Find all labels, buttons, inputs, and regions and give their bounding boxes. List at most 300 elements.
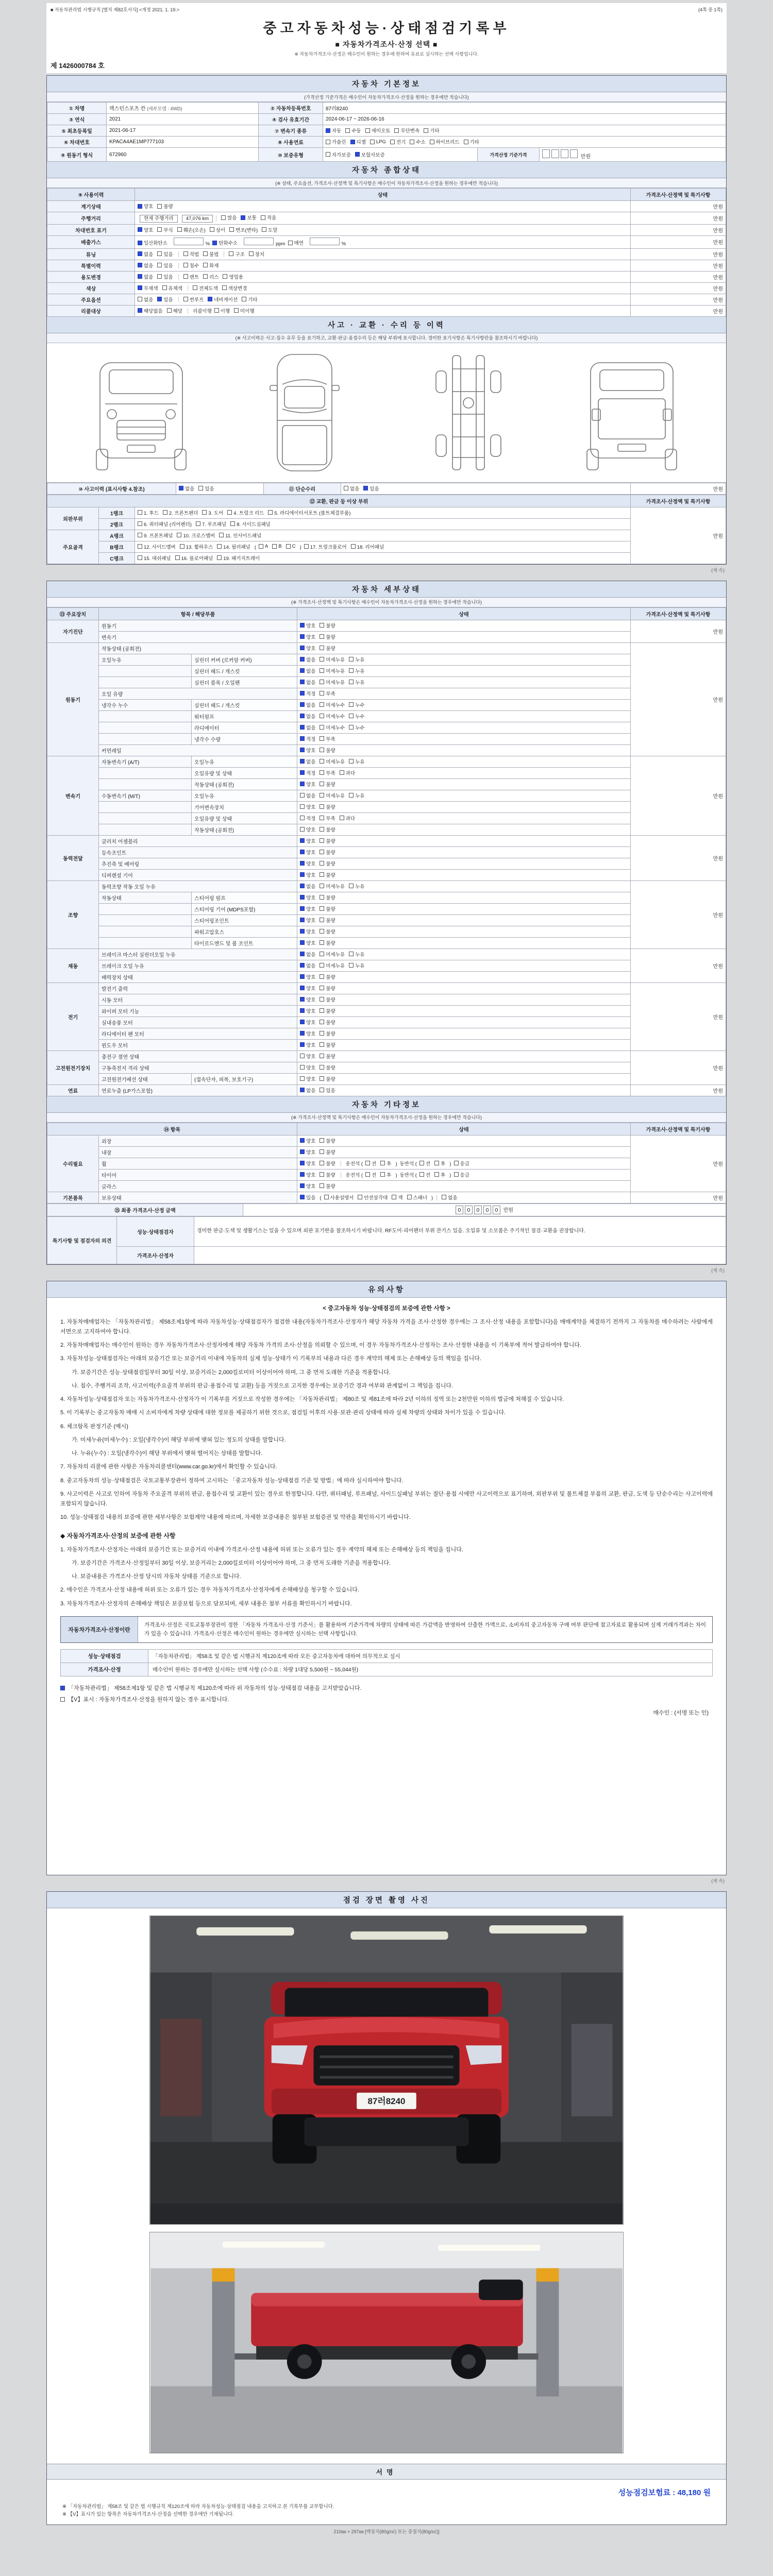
device-row xyxy=(47,824,726,835)
option xyxy=(242,296,257,303)
option-checkbox[interactable] xyxy=(175,555,180,560)
option-checkbox[interactable] xyxy=(434,1172,439,1177)
item-label xyxy=(99,903,192,914)
subitem-label: (접속단자, 피복, 보호기구) xyxy=(192,1073,297,1084)
option-checkbox[interactable] xyxy=(179,486,183,490)
option-checkbox[interactable] xyxy=(320,782,324,786)
remarks-appraiser-text xyxy=(194,1246,726,1264)
option-checkbox[interactable] xyxy=(430,140,434,144)
option-checkbox[interactable] xyxy=(320,929,324,934)
device-price: 만원 xyxy=(631,1135,726,1192)
option-checkbox[interactable] xyxy=(138,204,142,209)
item-label: 클러치 어셈블리 xyxy=(99,835,297,846)
option-checkbox[interactable] xyxy=(320,895,324,900)
subitem-label: 실린더 커버 (로커암 커버) xyxy=(192,654,297,665)
option-checkbox[interactable] xyxy=(138,555,142,560)
option-checkbox[interactable] xyxy=(229,251,233,256)
summary-row xyxy=(47,282,726,294)
option-checkbox[interactable] xyxy=(320,884,324,888)
option-checkbox[interactable] xyxy=(340,770,344,775)
option-text: 리콜이행 xyxy=(193,309,212,315)
option-checkbox[interactable] xyxy=(320,952,324,956)
option-checkbox[interactable] xyxy=(326,128,330,133)
option-checkbox[interactable] xyxy=(300,646,305,650)
option-checkbox[interactable] xyxy=(268,510,273,515)
option-checkbox[interactable] xyxy=(365,1161,370,1165)
section-photos-title: 점검 장면 촬영 사진 xyxy=(47,1892,726,1908)
acknowledgement-checkbox[interactable] xyxy=(60,1686,65,1690)
option-checkbox[interactable] xyxy=(320,657,324,662)
option-checkbox[interactable] xyxy=(300,884,305,888)
option-checkbox[interactable] xyxy=(300,929,305,934)
option-checkbox[interactable] xyxy=(380,1172,385,1177)
option-checkbox[interactable] xyxy=(320,918,324,922)
fee-row-value: 매수인이 원하는 경우에만 실시하는 선택 사항 (수수료 : 차량 1대당 5,500원 ~ 55,044원) xyxy=(148,1663,713,1676)
option-checkbox[interactable] xyxy=(349,952,354,956)
option-checkbox[interactable] xyxy=(320,963,324,968)
option-checkbox[interactable] xyxy=(138,533,142,537)
option-checkbox[interactable] xyxy=(157,251,162,256)
item-state xyxy=(297,892,631,903)
subitem-label: 타이로드엔드 및 볼 조인트 xyxy=(192,937,297,948)
option-checkbox[interactable] xyxy=(392,1195,396,1199)
option-checkbox[interactable] xyxy=(138,241,142,245)
option-checkbox[interactable] xyxy=(208,297,212,301)
option-checkbox[interactable] xyxy=(138,251,142,256)
option-label: 부족 xyxy=(326,736,335,742)
option-checkbox[interactable] xyxy=(138,263,142,267)
option-checkbox[interactable] xyxy=(326,140,330,144)
option-checkbox[interactable] xyxy=(288,241,293,245)
option xyxy=(351,543,384,550)
table-header-row xyxy=(47,495,726,507)
option-checkbox[interactable] xyxy=(320,623,324,628)
option-checkbox[interactable] xyxy=(300,850,305,854)
option-checkbox[interactable] xyxy=(349,668,354,673)
option-checkbox[interactable] xyxy=(300,963,305,968)
item-label: 추진축 및 베어링 xyxy=(99,858,297,869)
option-checkbox[interactable] xyxy=(300,1183,305,1188)
option-checkbox[interactable] xyxy=(454,1161,459,1165)
option-checkbox[interactable] xyxy=(300,725,305,730)
option-label: 미세누수 xyxy=(326,702,345,708)
option-checkbox[interactable] xyxy=(229,227,234,232)
option xyxy=(300,883,315,890)
option-checkbox[interactable] xyxy=(249,251,254,256)
item-label: 시동 모터 xyxy=(99,994,297,1005)
device-row xyxy=(47,994,726,1005)
option-checkbox[interactable] xyxy=(324,1195,329,1199)
option-checkbox[interactable] xyxy=(304,544,309,549)
option-checkbox[interactable] xyxy=(217,555,222,560)
option-checkbox[interactable] xyxy=(300,793,305,798)
option-checkbox[interactable] xyxy=(286,544,291,549)
option-checkbox[interactable] xyxy=(261,215,265,220)
value-box[interactable] xyxy=(174,238,204,245)
option-checkbox[interactable] xyxy=(300,997,305,1002)
option-checkbox[interactable] xyxy=(300,872,305,877)
option xyxy=(320,758,345,765)
price-digit-box[interactable]: 0 xyxy=(456,1206,463,1214)
option-checkbox[interactable] xyxy=(320,1088,324,1092)
option-checkbox[interactable] xyxy=(300,623,305,628)
option-checkbox[interactable] xyxy=(320,1172,324,1177)
option-checkbox[interactable] xyxy=(349,725,354,730)
option-checkbox[interactable] xyxy=(300,1054,305,1058)
option-checkbox[interactable] xyxy=(320,759,324,764)
option-checkbox[interactable] xyxy=(300,782,305,786)
value-box[interactable] xyxy=(310,238,340,245)
option-checkbox[interactable] xyxy=(157,297,162,301)
notice-item: 8. 중고자동차의 성능·상태점검은 국토교통부장관이 정하여 고시하는 「중고자동차 성능·상태점검 기준 및 방법」에 따라 실시하여야 합니다. xyxy=(60,1477,404,1484)
option-checkbox[interactable] xyxy=(300,1172,305,1177)
option xyxy=(138,250,153,258)
option-checkbox[interactable] xyxy=(320,850,324,854)
option-checkbox[interactable] xyxy=(138,308,142,313)
option-checkbox[interactable] xyxy=(183,297,188,301)
option-checkbox[interactable] xyxy=(242,297,246,301)
acknowledgement-line-2 xyxy=(60,1695,713,1703)
option xyxy=(157,296,173,303)
item-state xyxy=(297,937,631,948)
option-checkbox[interactable] xyxy=(320,1149,324,1154)
option-checkbox[interactable] xyxy=(464,140,468,144)
option-checkbox[interactable] xyxy=(300,1195,305,1199)
option-checkbox[interactable] xyxy=(320,827,324,832)
option-checkbox[interactable] xyxy=(349,714,354,718)
value-box[interactable] xyxy=(244,238,274,245)
item-state xyxy=(297,994,631,1005)
option-checkbox[interactable] xyxy=(227,510,232,515)
option-checkbox[interactable] xyxy=(320,1161,324,1165)
option-checkbox[interactable] xyxy=(259,544,263,549)
car-name-text: 렉스턴스포츠 칸 xyxy=(109,106,146,112)
option-checkbox[interactable] xyxy=(157,227,162,232)
option-checkbox[interactable] xyxy=(300,634,305,639)
option-checkbox[interactable] xyxy=(203,263,208,267)
option-checkbox[interactable] xyxy=(138,297,142,301)
option-checkbox[interactable] xyxy=(419,1161,424,1165)
option-checkbox[interactable] xyxy=(434,1161,439,1165)
option-checkbox[interactable] xyxy=(157,204,162,209)
option-checkbox[interactable] xyxy=(300,1138,305,1143)
option-checkbox[interactable] xyxy=(300,1031,305,1036)
item-state xyxy=(297,1169,631,1180)
option xyxy=(358,1194,388,1201)
option-checkbox[interactable] xyxy=(300,736,305,741)
option-checkbox[interactable] xyxy=(390,140,395,144)
option-checkbox[interactable] xyxy=(320,906,324,911)
option-checkbox[interactable] xyxy=(300,1088,305,1092)
option-checkbox[interactable] xyxy=(300,974,305,979)
option-checkbox[interactable] xyxy=(138,510,142,515)
option-label: 18. 리어패널 xyxy=(357,544,384,550)
option-checkbox[interactable] xyxy=(320,1138,324,1143)
option-checkbox[interactable] xyxy=(320,725,324,730)
price-digit-box[interactable]: 0 xyxy=(483,1206,491,1214)
option-checkbox[interactable] xyxy=(300,1149,305,1154)
option-checkbox[interactable] xyxy=(300,986,305,990)
option-checkbox[interactable] xyxy=(320,770,324,775)
option-checkbox[interactable] xyxy=(300,895,305,900)
option-label: 12. 사이드멤버 xyxy=(144,544,176,550)
summary-col-state: 상태 xyxy=(135,189,631,201)
option-checkbox[interactable] xyxy=(300,657,305,662)
option-checkbox[interactable] xyxy=(380,1161,385,1165)
option-checkbox[interactable] xyxy=(183,274,188,279)
price-digit-box[interactable] xyxy=(542,149,550,158)
option-checkbox[interactable] xyxy=(300,680,305,684)
option-checkbox[interactable] xyxy=(320,940,324,945)
option-checkbox[interactable] xyxy=(167,308,172,313)
option-checkbox[interactable] xyxy=(300,770,305,775)
option-checkbox[interactable] xyxy=(320,1076,324,1081)
option-checkbox[interactable] xyxy=(177,533,181,537)
section-other-note: (※ 가격조사·산정액 및 특기사항은 매수인이 자동차가격조사·산정을 원하는 경우에만 적습니다) xyxy=(47,1113,726,1123)
option-checkbox[interactable] xyxy=(349,793,354,798)
option-checkbox[interactable] xyxy=(221,215,226,220)
option-checkbox[interactable] xyxy=(320,1020,324,1024)
device-row xyxy=(47,982,726,994)
option-checkbox[interactable] xyxy=(320,714,324,718)
option-checkbox[interactable] xyxy=(320,1065,324,1070)
option-checkbox[interactable] xyxy=(344,486,348,490)
option-label: 누수 xyxy=(355,702,365,708)
option-checkbox[interactable] xyxy=(300,759,305,764)
option-checkbox[interactable] xyxy=(349,759,354,764)
option-checkbox[interactable] xyxy=(320,793,324,798)
option-checkbox[interactable] xyxy=(223,274,227,279)
document-header xyxy=(46,3,727,73)
option xyxy=(320,1148,335,1156)
remarks-appraiser-label: 가격조사·산정자 xyxy=(117,1246,194,1264)
option-checkbox[interactable] xyxy=(300,906,305,911)
price-digit-box[interactable] xyxy=(561,149,568,158)
option-checkbox[interactable] xyxy=(349,657,354,662)
option-checkbox[interactable] xyxy=(300,691,305,696)
detail-col-state: 상태 xyxy=(297,607,631,620)
option-checkbox[interactable] xyxy=(320,634,324,639)
option-checkbox[interactable] xyxy=(203,251,208,256)
option-checkbox[interactable] xyxy=(203,274,208,279)
option xyxy=(229,226,258,233)
appraisal-definition-text: 가격조사·산정은 국토교통부장관이 정한 「자동차 가격조사·산정 기준서」를 활용하여 기준가격에 차량의 상태에 따른 가감액을 반영하여 산출한 가액으로, 소비자의 중고자동차 구매 여부 판단에 참고자료로 활용되며 실제 거래가격과는 차이가 있을 수 있습니다. 가격조사·산정은 매수인이 원하는 경우에만 실시하는 선택 사항입니다. xyxy=(144,1621,706,1637)
option xyxy=(300,1194,315,1201)
option-checkbox[interactable] xyxy=(300,952,305,956)
option-checkbox[interactable] xyxy=(320,736,324,741)
table-row xyxy=(47,103,726,114)
option-checkbox[interactable] xyxy=(442,1195,446,1199)
device-row xyxy=(47,710,726,722)
device-row xyxy=(47,948,726,960)
option-checkbox[interactable] xyxy=(217,544,222,549)
option-checkbox[interactable] xyxy=(222,285,227,290)
option-checkbox[interactable] xyxy=(320,872,324,877)
option-checkbox[interactable] xyxy=(300,827,305,832)
option-checkbox[interactable] xyxy=(196,521,200,526)
option-label: 양호 xyxy=(306,1031,316,1037)
notice-item: 3. 자동차성능·상태점검자는 아래의 보증기간 또는 보증거리 이내에 자동차의 실제 성능·상태가 이 기록부의 내용과 다른 경우 계약의 해제 또는 손해배상 등의 책임을 집니다. xyxy=(60,1355,481,1362)
option-checkbox[interactable] xyxy=(300,838,305,843)
option-checkbox[interactable] xyxy=(350,140,355,144)
option-checkbox[interactable] xyxy=(320,702,324,707)
option-checkbox[interactable] xyxy=(320,816,324,820)
option-checkbox[interactable] xyxy=(138,227,142,232)
footer-notes xyxy=(47,2502,726,2524)
option-checkbox[interactable] xyxy=(363,486,368,490)
option-checkbox[interactable] xyxy=(300,940,305,945)
option-checkbox[interactable] xyxy=(320,691,324,696)
option-checkbox[interactable] xyxy=(355,152,360,157)
option-checkbox[interactable] xyxy=(320,986,324,990)
option-label: 19. 패키지트레이 xyxy=(223,555,260,562)
option-checkbox[interactable] xyxy=(454,1172,459,1177)
option-checkbox[interactable] xyxy=(365,128,370,133)
option-checkbox[interactable] xyxy=(410,140,414,144)
price-digit-box[interactable] xyxy=(551,149,559,158)
option-checkbox[interactable] xyxy=(320,974,324,979)
value-box[interactable]: 47,076 km xyxy=(182,215,213,223)
option-text: ) xyxy=(299,545,301,551)
option-checkbox[interactable] xyxy=(349,680,354,684)
option xyxy=(320,917,335,924)
option-label: 없음 xyxy=(306,668,316,674)
option-checkbox[interactable] xyxy=(234,308,239,313)
price-digit-box[interactable]: 0 xyxy=(465,1206,473,1214)
device-label: 동력전달 xyxy=(47,835,99,880)
option-text: % xyxy=(341,241,346,247)
option-checkbox[interactable] xyxy=(183,263,188,267)
option-checkbox[interactable] xyxy=(300,714,305,718)
fee-row-label: 성능·상태점검 xyxy=(61,1650,148,1663)
option-checkbox[interactable] xyxy=(340,816,344,820)
option-checkbox[interactable] xyxy=(349,702,354,707)
option-checkbox[interactable] xyxy=(320,1008,324,1013)
option-checkbox[interactable] xyxy=(300,1161,305,1165)
option-label: 양호 xyxy=(306,850,316,856)
option-checkbox[interactable] xyxy=(300,1076,305,1081)
option-checkbox[interactable] xyxy=(202,510,207,515)
option-checkbox[interactable] xyxy=(300,918,305,922)
option-checkbox[interactable] xyxy=(138,285,142,290)
option-checkbox[interactable] xyxy=(193,285,197,290)
option-checkbox[interactable] xyxy=(300,1065,305,1070)
option-checkbox[interactable] xyxy=(320,1031,324,1036)
option-label: 미세누유 xyxy=(326,668,345,674)
option-checkbox[interactable] xyxy=(157,274,162,279)
option-checkbox[interactable] xyxy=(272,544,277,549)
item-state xyxy=(297,1084,631,1096)
option-checkbox[interactable] xyxy=(219,533,224,537)
option-checkbox[interactable] xyxy=(300,1020,305,1024)
option-checkbox[interactable] xyxy=(210,227,214,232)
option-checkbox[interactable] xyxy=(300,668,305,673)
option-label: 전 xyxy=(425,1161,431,1167)
document-number: 제 1426000784 호 xyxy=(51,62,105,70)
option xyxy=(300,1075,315,1082)
option-checkbox[interactable] xyxy=(370,140,375,144)
option-checkbox[interactable] xyxy=(138,274,142,279)
option xyxy=(410,138,425,145)
decline-appraisal-checkbox[interactable] xyxy=(60,1697,65,1702)
option-checkbox[interactable] xyxy=(358,1195,362,1199)
option-checkbox[interactable] xyxy=(365,1172,370,1177)
option-checkbox[interactable] xyxy=(300,861,305,866)
subitem-label: 파워고압호스 xyxy=(192,926,297,937)
option-checkbox[interactable] xyxy=(300,804,305,809)
price-digit-box[interactable]: 0 xyxy=(474,1206,482,1214)
option-checkbox[interactable] xyxy=(214,308,219,313)
option-label: 부족 xyxy=(326,691,335,697)
option-checkbox[interactable] xyxy=(320,748,324,752)
option-label: 전체도색 xyxy=(199,285,218,292)
option xyxy=(217,554,260,562)
option-checkbox[interactable] xyxy=(326,152,330,157)
option-checkbox[interactable] xyxy=(177,227,182,232)
price-digit-box[interactable]: 0 xyxy=(493,1206,500,1214)
option-checkbox[interactable] xyxy=(320,646,324,650)
option-checkbox[interactable] xyxy=(212,241,217,245)
option-checkbox[interactable] xyxy=(351,544,356,549)
option-checkbox[interactable] xyxy=(320,861,324,866)
option-checkbox[interactable] xyxy=(183,251,188,256)
option-checkbox[interactable] xyxy=(320,1054,324,1058)
option-checkbox[interactable] xyxy=(198,486,203,490)
option-checkbox[interactable] xyxy=(138,521,142,526)
option-checkbox[interactable] xyxy=(320,838,324,843)
option-checkbox[interactable] xyxy=(320,680,324,684)
option-checkbox[interactable] xyxy=(407,1195,412,1199)
option-checkbox[interactable] xyxy=(349,963,354,968)
detail-col-device: ⑬ 주요장치 xyxy=(47,607,99,620)
option-checkbox[interactable] xyxy=(320,804,324,809)
option-checkbox[interactable] xyxy=(424,128,428,133)
option-checkbox[interactable] xyxy=(241,215,245,220)
option-label: 사용설명서 xyxy=(330,1195,354,1201)
option-checkbox[interactable] xyxy=(180,544,184,549)
option-checkbox[interactable] xyxy=(138,544,142,549)
option-checkbox[interactable] xyxy=(300,748,305,752)
option-checkbox[interactable] xyxy=(345,128,350,133)
option-checkbox[interactable] xyxy=(162,285,167,290)
option xyxy=(320,1182,335,1190)
option-label: 2. 프론트펜더 xyxy=(169,510,198,516)
section-summary-title: 자동차 종합상태 xyxy=(47,162,726,178)
option-label: LPG xyxy=(376,139,386,145)
option-checkbox[interactable] xyxy=(349,884,354,888)
option-checkbox[interactable] xyxy=(300,816,305,820)
option-checkbox[interactable] xyxy=(320,668,324,673)
option-checkbox[interactable] xyxy=(300,702,305,707)
option-checkbox[interactable] xyxy=(320,997,324,1002)
option-checkbox[interactable] xyxy=(230,521,235,526)
option-checkbox[interactable] xyxy=(419,1172,424,1177)
option-checkbox[interactable] xyxy=(163,510,167,515)
subitem-label: 냉각수 수량 xyxy=(192,733,297,744)
option xyxy=(300,781,315,788)
option-checkbox[interactable] xyxy=(320,1183,324,1188)
option-checkbox[interactable] xyxy=(320,1042,324,1047)
price-digit-box[interactable] xyxy=(570,149,578,158)
option-checkbox[interactable] xyxy=(300,1008,305,1013)
option-checkbox[interactable] xyxy=(394,128,399,133)
option-checkbox[interactable] xyxy=(262,227,266,232)
option xyxy=(183,250,199,258)
option-checkbox[interactable] xyxy=(300,1042,305,1047)
device-label: 수리필요 xyxy=(47,1135,99,1192)
option-checkbox[interactable] xyxy=(157,263,162,267)
value-box[interactable]: 현재 주행거리 xyxy=(140,215,178,223)
